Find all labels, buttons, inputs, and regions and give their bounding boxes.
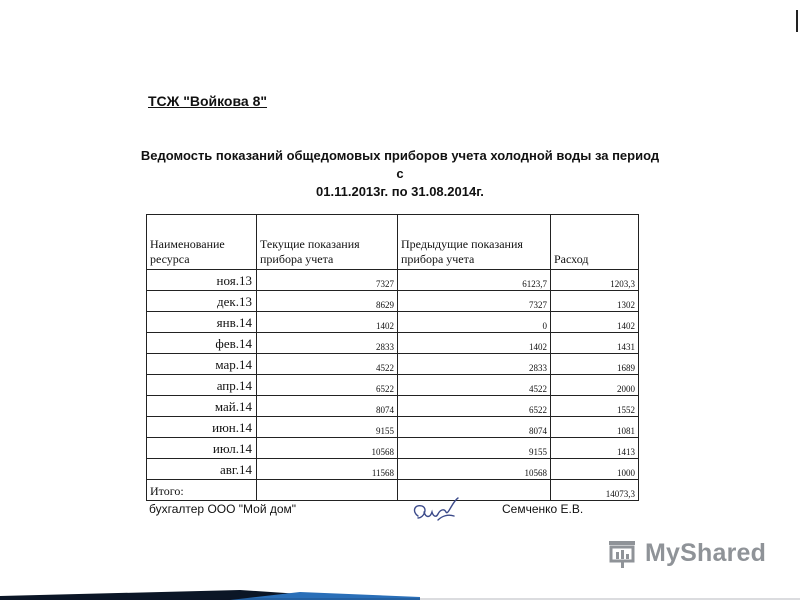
table-row	[147, 312, 639, 333]
total-label: Итого:	[147, 480, 257, 501]
cell-usage: 1203,3	[551, 270, 639, 291]
table-header-row	[147, 215, 639, 270]
total-value: 14073,3	[551, 480, 639, 501]
cell-previous: 6123,7	[398, 270, 551, 291]
cell-previous: 2833	[398, 354, 551, 375]
cell-current: 10568	[257, 438, 398, 459]
cell-month: май.14	[147, 396, 257, 417]
table-total-row	[147, 480, 639, 501]
cell-current: 4522	[257, 354, 398, 375]
accountant-label: бухгалтер ООО "Мой дом"	[149, 502, 297, 516]
cell-month: ноя.13	[147, 270, 257, 291]
header-usage: Расход	[551, 215, 639, 270]
cell-month: апр.14	[147, 375, 257, 396]
cell-usage: 1431	[551, 333, 639, 354]
cell-usage: 1689	[551, 354, 639, 375]
cell-current: 9155	[257, 417, 398, 438]
footer-decorative-bar	[0, 584, 800, 600]
cell-usage: 1413	[551, 438, 639, 459]
header-resource-name: Наименование ресурса	[147, 215, 257, 270]
table-row	[147, 396, 639, 417]
cell-previous: 9155	[398, 438, 551, 459]
cell-previous: 10568	[398, 459, 551, 480]
header-current-reading: Текущие показания прибора учета	[257, 215, 398, 270]
table-row	[147, 291, 639, 312]
document-title	[140, 147, 660, 201]
signer-name: Семченко Е.В.	[502, 502, 584, 516]
table-row	[147, 354, 639, 375]
table-row	[147, 333, 639, 354]
cell-previous: 7327	[398, 291, 551, 312]
cell-current: 8629	[257, 291, 398, 312]
document-title-line-1: Ведомость показаний общедомовых приборов учета холодной воды за период с	[140, 148, 660, 181]
cell-usage: 1302	[551, 291, 639, 312]
cell-current: 2833	[257, 333, 398, 354]
cell-current: 11568	[257, 459, 398, 480]
cell-previous: 6522	[398, 396, 551, 417]
table-row	[147, 375, 639, 396]
cell-current: 6522	[257, 375, 398, 396]
cell-usage: 1552	[551, 396, 639, 417]
cell-current: 8074	[257, 396, 398, 417]
table-row	[147, 417, 639, 438]
right-edge-rule	[796, 10, 798, 32]
cell-month: мар.14	[147, 354, 257, 375]
cell-previous: 8074	[398, 417, 551, 438]
cell-month: авг.14	[147, 459, 257, 480]
cell-month: янв.14	[147, 312, 257, 333]
presentation-board-icon	[607, 539, 639, 569]
cell-usage: 1000	[551, 459, 639, 480]
cell-current: 7327	[257, 270, 398, 291]
cell-usage: 1081	[551, 417, 639, 438]
header-previous-reading: Предыдущие показания прибора учета	[398, 215, 551, 270]
logo-text: MyShared	[645, 539, 767, 567]
cell-empty	[257, 480, 398, 501]
cell-previous: 4522	[398, 375, 551, 396]
cell-current: 1402	[257, 312, 398, 333]
organization-title: ТСЖ "Войкова 8"	[148, 93, 268, 109]
cell-month: дек.13	[147, 291, 257, 312]
handwritten-signature	[408, 494, 468, 528]
table-row	[147, 459, 639, 480]
table-row	[147, 270, 639, 291]
cell-month: июл.14	[147, 438, 257, 459]
cell-previous: 0	[398, 312, 551, 333]
table-row	[147, 438, 639, 459]
cell-usage: 1402	[551, 312, 639, 333]
meter-readings-table	[146, 214, 639, 501]
cell-previous: 1402	[398, 333, 551, 354]
cell-month: июн.14	[147, 417, 257, 438]
cell-month: фев.14	[147, 333, 257, 354]
cell-usage: 2000	[551, 375, 639, 396]
myshared-logo	[607, 537, 767, 571]
document-title-line-2: 01.11.2013г. по 31.08.2014г.	[316, 184, 484, 199]
